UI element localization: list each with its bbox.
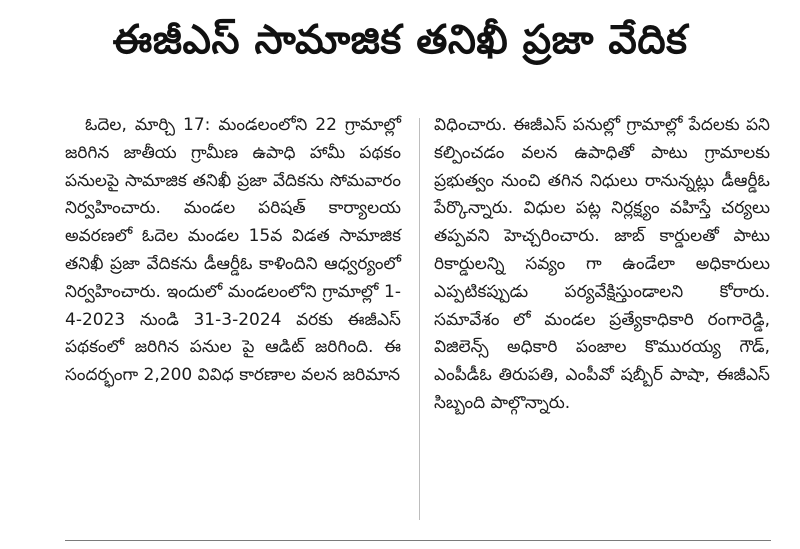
article-headline: ఈజీఎస్ సామాజిక తనిఖీ ప్రజా వేదిక xyxy=(112,17,688,63)
article-right-column-text: విధించారు. ఈజీఎస్ పనుల్లో గ్రామాల్లో పేదలకు పని కల్పించడం వలన ఉపాధితో పాటు గ్రామాలకు ప్రభుత్వం నుంచి తగిన నిధులు రానున్నట్లు డీఆర్డీఓ పేర్కొన్నారు. విధుల పట్ల నిర్లక్ష్యం వహిస్తే చర్యలు తప్పవని హెచ్చరించారు. జాబ్ కార్డులతో పాటు రికార్డులన్ని సవ్యం గా ఉండేలా అధికారులు ఎప్పటికప్పుడు పర్యవేక్షిస్తుండాలని కోరారు. సమావేశం లో మండల ప్రత్యేకాధికారి రంగారెడ్డి, విజిలెన్స్ అధికారి పంజాల కొమురయ్య గౌడ్, ఎంపీడీఓ తిరుపతి, ఎంపీవో షబ్బీర్ పాషా, ఈజీఎస్ సిబ్బంది పాల్గొన్నారు. xyxy=(434,115,770,413)
article-left-column-text: ఓదెల, మార్చి 17: మండలంలోని 22 గ్రామాల్లో జరిగిన జాతీయ గ్రామీణ ఉపాధి హామీ పథకం పనులపై సామాజిక తనిఖీ ప్రజా వేదికను సోమవారం నిర్వహించారు. మండల పరిషత్ కార్యాలయ అవరణలో ఓదెల మండల 15వ విడత సామాజిక తనిఖీ ప్రజా వేదికను డీఆర్డీఓ కాళిందిని ఆధ్వర్యంలో నిర్వహించారు. ఇందులో మండలంలోని గ్రామాల్లో 1-4-2023 నుండి 31-3-2024 వరకు ఈజీఎస్ పథకంలో జరిగిన పనుల పై ఆడిట్ జరిగింది. ఈ సందర్భంగా 2,200 వివిధ కారణాల వలన జరిమాన xyxy=(65,115,401,386)
article-right-column xyxy=(434,112,770,418)
article-left-column xyxy=(65,112,401,390)
bottom-rule xyxy=(65,540,771,541)
column-divider xyxy=(419,118,420,520)
